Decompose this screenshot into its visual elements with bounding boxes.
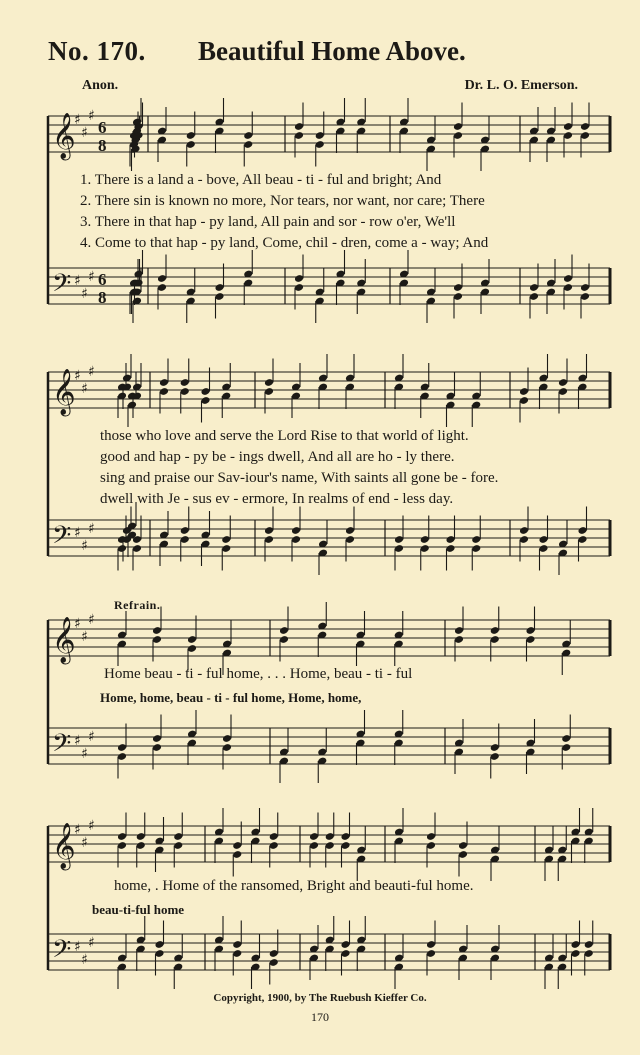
time-signature-numerator: 6 — [98, 270, 107, 289]
refrain-line-2-soprano: home, . Home of the ransomed, Bright and beauti-ful home. — [114, 878, 474, 894]
refrain-label: Refrain. — [114, 598, 161, 612]
verse-1-line-1: 1. There is a land a - bove, All beau - ti - ful and bright; And — [80, 172, 442, 188]
sharp-icon: ♯ — [81, 538, 88, 554]
composer-credit: Dr. L. O. Emerson. — [464, 78, 578, 93]
sharp-icon: ♯ — [81, 286, 88, 302]
sharp-icon: ♯ — [74, 368, 81, 384]
verse-3-line-2: sing and praise our Sav-iour's name, With saints all gone be - fore. — [100, 470, 499, 486]
sharp-icon: ♯ — [81, 835, 88, 851]
bass-clef-icon: 𝄢 — [52, 521, 72, 556]
sharp-icon: ♯ — [74, 273, 81, 289]
treble-clef-icon: 𝄞 — [52, 113, 76, 159]
verse-3-line-1: 3. There in that hap - py land, All pain and sor - row o'er, We'll — [80, 214, 456, 230]
verse-1-line-2: those who love and serve the Lord Rise to that world of light. — [100, 428, 469, 444]
hymn-number: No. 170. — [48, 36, 146, 66]
verse-4-line-1: 4. Come to that hap - py land, Come, chil - dren, come a - way; And — [80, 235, 489, 251]
verse-2-line-2: good and hap - py be - ings dwell, And all are ho - ly there. — [100, 449, 455, 465]
time-signature-denominator: 8 — [98, 136, 107, 155]
refrain-line-1-soprano: Home beau - ti - ful home, . . . Home, beau - ti - ful — [104, 666, 413, 682]
sharp-icon: ♯ — [74, 822, 81, 838]
sharp-icon: ♯ — [88, 108, 95, 124]
hymn-title: Beautiful Home Above. — [198, 36, 466, 66]
treble-clef-icon: 𝄞 — [52, 369, 76, 415]
sharp-icon: ♯ — [88, 364, 95, 380]
time-signature-denominator: 8 — [98, 288, 107, 307]
sharp-icon: ♯ — [81, 381, 88, 397]
refrain-line-1-alto: Home, home, beau - ti - ful home, Home, home, — [100, 690, 362, 705]
sharp-icon: ♯ — [74, 733, 81, 749]
sharp-icon: ♯ — [74, 112, 81, 128]
time-signature-numerator: 6 — [98, 118, 107, 137]
sharp-icon: ♯ — [81, 746, 88, 762]
treble-clef-icon: 𝄞 — [52, 823, 76, 869]
sharp-icon: ♯ — [88, 818, 95, 834]
bass-clef-icon: 𝄢 — [52, 935, 72, 970]
sharp-icon: ♯ — [81, 125, 88, 141]
sharp-icon: ♯ — [81, 952, 88, 968]
page-number: 170 — [311, 1010, 329, 1024]
treble-clef-icon: 𝄞 — [52, 617, 76, 663]
bass-clef-icon: 𝄢 — [52, 269, 72, 304]
sharp-icon: ♯ — [74, 525, 81, 541]
sharp-icon: ♯ — [88, 729, 95, 745]
verse-2-line-1: 2. There sin is known no more, Nor tears, nor want, nor care; There — [80, 193, 485, 209]
refrain-line-2-alto: beau-ti-ful home — [92, 902, 185, 917]
sharp-icon: ♯ — [88, 612, 95, 628]
sharp-icon: ♯ — [88, 521, 95, 537]
bass-clef-icon: 𝄢 — [52, 729, 72, 764]
verse-4-line-2: dwell with Je - sus ev - ermore, In realms of end - less day. — [100, 491, 454, 507]
author-credit: Anon. — [82, 78, 119, 93]
sharp-icon: ♯ — [88, 269, 95, 285]
sharp-icon: ♯ — [81, 629, 88, 645]
sharp-icon: ♯ — [88, 935, 95, 951]
copyright-notice: Copyright, 1900, by The Ruebush Kieffer Co. — [213, 992, 427, 1004]
sharp-icon: ♯ — [74, 939, 81, 955]
sharp-icon: ♯ — [74, 616, 81, 632]
